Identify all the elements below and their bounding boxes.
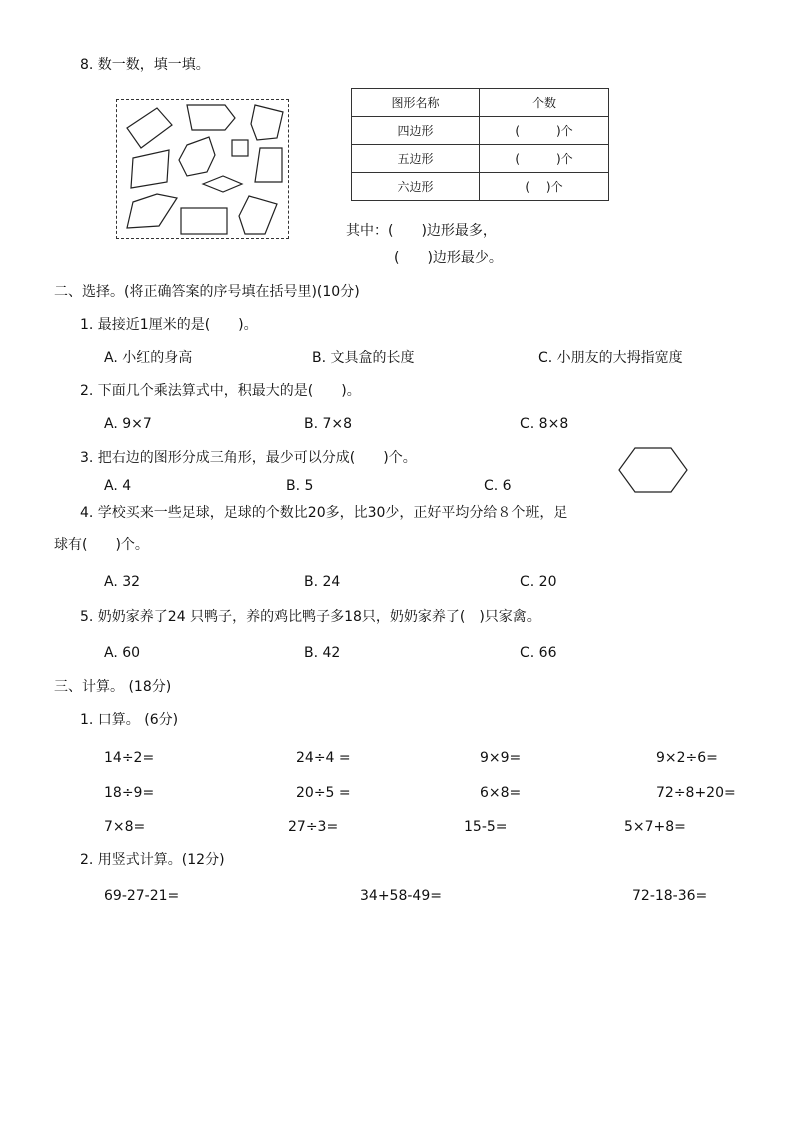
vertical-calc-item[interactable]: 69-27-21=	[104, 888, 180, 904]
shape-quadrilateral	[127, 108, 172, 148]
header-shape-name: 图形名称	[352, 89, 480, 117]
oral-calc-item[interactable]: 72÷8+20=	[656, 785, 736, 801]
question-stem: 3. 把右边的图形分成三角形，最少可以分成( )个。	[80, 450, 417, 466]
hexagon-figure	[617, 446, 689, 494]
option-c[interactable]: C. 6	[484, 478, 512, 494]
section2-title: 二、选择。(将正确答案的序号填在括号里)(10分)	[54, 284, 360, 300]
option-a[interactable]: A. 小红的身高	[104, 350, 193, 366]
shape-hexagon	[179, 137, 215, 176]
least-sides-answer[interactable]: ( )边形最少。	[394, 250, 503, 266]
option-b[interactable]: B. 42	[304, 645, 341, 661]
oral-calc-title: 1. 口算。 (6分)	[80, 712, 179, 728]
oral-calc-item[interactable]: 27÷3=	[288, 819, 339, 835]
option-c[interactable]: C. 小朋友的大拇指宽度	[538, 350, 683, 366]
option-b[interactable]: B. 7×8	[304, 416, 353, 432]
shape-square	[232, 140, 248, 156]
q8-title: 8. 数一数，填一填。	[80, 57, 210, 73]
question-stem-continued: 球有( )个。	[54, 537, 149, 553]
oral-calc-item[interactable]: 14÷2=	[104, 750, 155, 766]
table-row	[352, 145, 609, 173]
table-header-row	[352, 89, 609, 117]
option-a[interactable]: A. 4	[104, 478, 132, 494]
oral-calc-item[interactable]: 18÷9=	[104, 785, 155, 801]
table-row	[352, 117, 609, 145]
shape-count-table	[351, 88, 609, 201]
most-sides-answer[interactable]: 其中：( )边形最多，	[346, 223, 497, 239]
option-b[interactable]: B. 5	[286, 478, 314, 494]
oral-calc-item[interactable]: 9×9=	[480, 750, 522, 766]
shape-pentagon	[251, 105, 283, 140]
shape-quadrilateral	[131, 150, 169, 188]
question-stem: 1. 最接近1厘米的是( )。	[80, 317, 258, 333]
option-b[interactable]: B. 文具盒的长度	[312, 350, 415, 366]
oral-calc-item[interactable]: 5×7+8=	[624, 819, 686, 835]
option-a[interactable]: A. 9×7	[104, 416, 152, 432]
shape-rectangle	[181, 208, 227, 234]
shape-pentagon	[239, 196, 277, 234]
shapes-figure	[116, 99, 289, 239]
option-c[interactable]: C. 20	[520, 574, 557, 590]
oral-calc-item[interactable]: 9×2÷6=	[656, 750, 718, 766]
shape-pentagon	[187, 105, 235, 130]
shape-quadrilateral	[255, 148, 282, 182]
shape-name-cell: 五边形	[352, 145, 480, 173]
option-a[interactable]: A. 32	[104, 574, 141, 590]
option-c[interactable]: C. 8×8	[520, 416, 569, 432]
section3-title: 三、计算。 (18分)	[54, 679, 172, 695]
shape-name-cell: 六边形	[352, 173, 480, 201]
vertical-calc-title: 2. 用竖式计算。(12分)	[80, 852, 225, 868]
header-count: 个数	[480, 89, 609, 117]
question-stem: 4. 学校买来一些足球，足球的个数比20多，比30少，正好平均分给８个班，足	[80, 505, 568, 521]
count-cell[interactable]: ( )个	[480, 145, 609, 173]
count-cell[interactable]: ( )个	[480, 117, 609, 145]
vertical-calc-item[interactable]: 34+58-49=	[360, 888, 442, 904]
vertical-calc-item[interactable]: 72-18-36=	[632, 888, 708, 904]
table-row	[352, 173, 609, 201]
count-cell[interactable]: ( )个	[480, 173, 609, 201]
shape-quadrilateral	[203, 176, 242, 192]
option-a[interactable]: A. 60	[104, 645, 141, 661]
oral-calc-item[interactable]: 6×8=	[480, 785, 522, 801]
question-stem: 2. 下面几个乘法算式中，积最大的是( )。	[80, 383, 361, 399]
oral-calc-item[interactable]: 7×8=	[104, 819, 146, 835]
option-c[interactable]: C. 66	[520, 645, 557, 661]
oral-calc-item[interactable]: 15-5=	[464, 819, 508, 835]
shape-name-cell: 四边形	[352, 117, 480, 145]
oral-calc-item[interactable]: 20÷5 =	[296, 785, 351, 801]
question-stem: 5. 奶奶家养了24 只鸭子，养的鸡比鸭子多18只，奶奶家养了( )只家禽。	[80, 609, 541, 625]
oral-calc-item[interactable]: 24÷4 =	[296, 750, 351, 766]
option-b[interactable]: B. 24	[304, 574, 341, 590]
shape-pentagon	[127, 194, 177, 228]
